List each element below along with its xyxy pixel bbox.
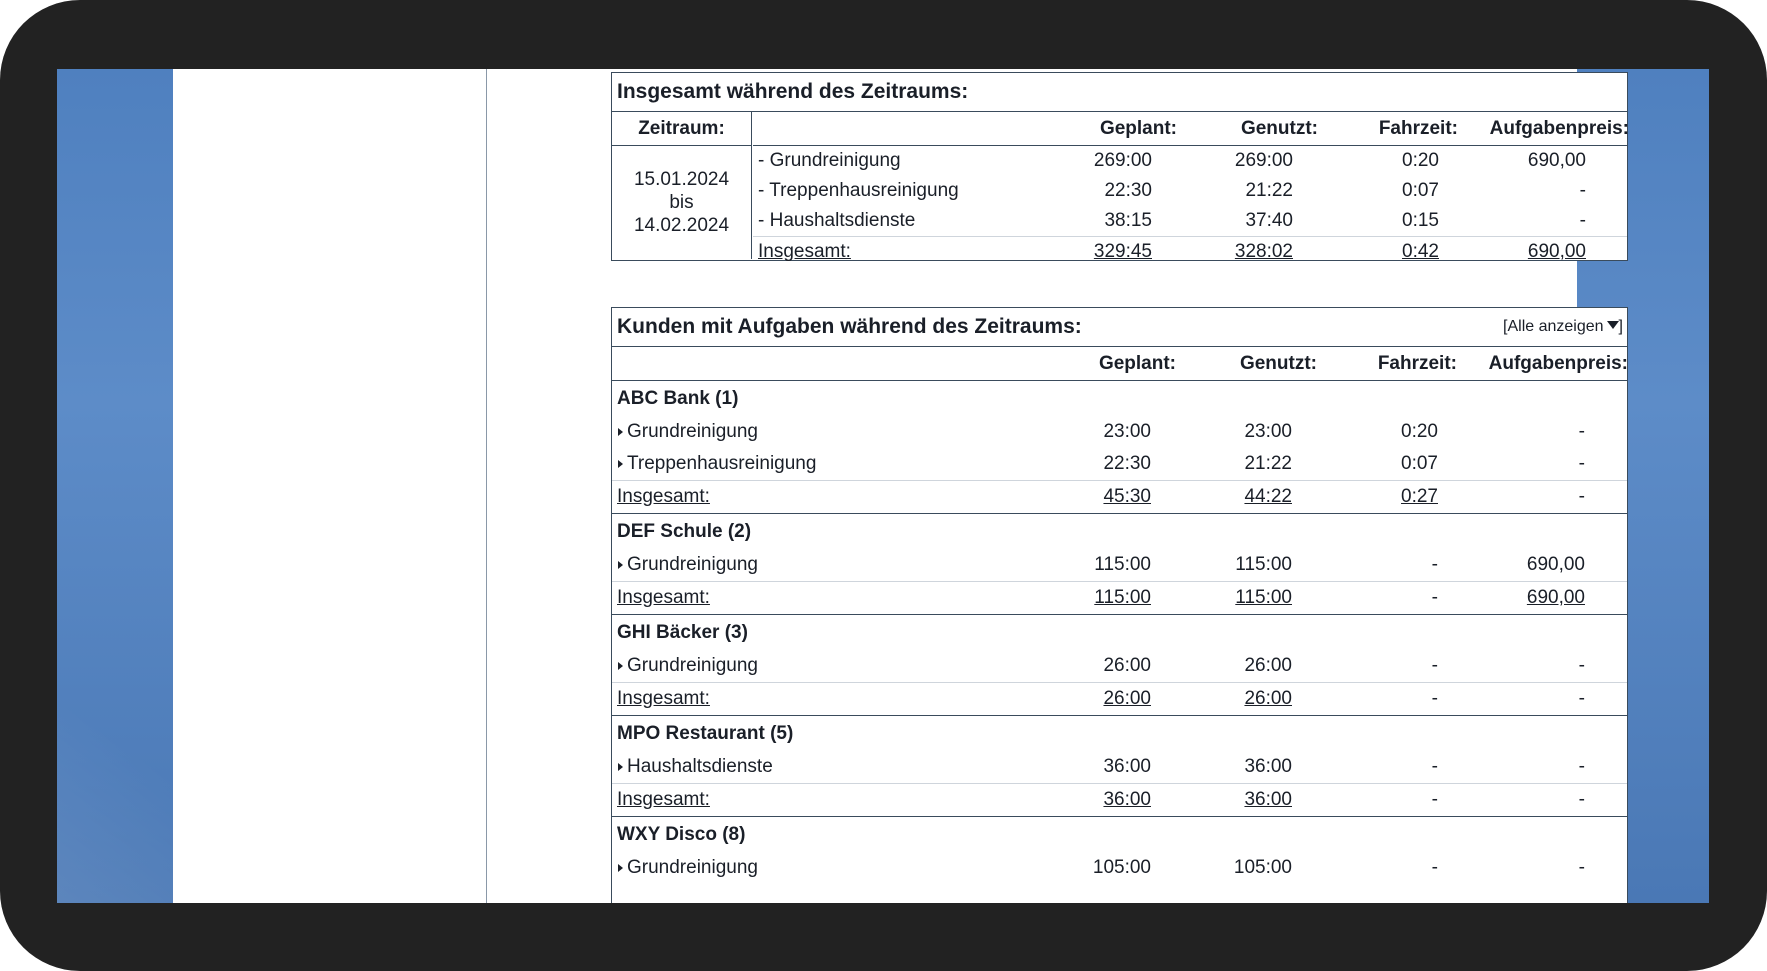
customer-total-row (612, 682, 1627, 715)
total-fahrzeit-value: - (1431, 688, 1438, 709)
task-genutzt-value: 115:00 (1235, 554, 1292, 575)
total-genutzt-value[interactable]: 36:00 (1244, 789, 1292, 810)
customer-name: GHI Bäcker (3) (617, 622, 748, 643)
summary-data (753, 112, 1627, 267)
customer-total-row (612, 783, 1627, 816)
summary-genutzt-value: 37:40 (1245, 210, 1293, 231)
desktop-background (57, 69, 1709, 903)
task-expander[interactable] (618, 751, 773, 783)
customer-block (612, 614, 1627, 715)
total-geplant-value[interactable]: 45:30 (1103, 486, 1151, 507)
total-genutzt-value[interactable]: 115:00 (1235, 587, 1292, 608)
task-name: Haushaltsdienste (627, 756, 773, 777)
customer-name: MPO Restaurant (5) (617, 723, 794, 744)
task-geplant-value: 22:30 (1103, 453, 1151, 474)
total-fahrzeit-value[interactable]: 0:27 (1401, 486, 1438, 507)
customers-header-row (612, 347, 1627, 381)
summary-preis-value: - (1579, 180, 1586, 201)
task-name: Grundreinigung (627, 857, 758, 878)
task-preis-value: - (1578, 421, 1585, 442)
show-all-label: [Alle anzeigen (1503, 318, 1604, 335)
customer-task-row[interactable] (612, 416, 1627, 448)
customer-block (612, 513, 1627, 614)
customer-total-label[interactable]: Insgesamt: (617, 587, 710, 608)
summary-total-row (753, 236, 1627, 267)
cust-header-fahrzeit: Fahrzeit: (1377, 352, 1457, 374)
total-fahrzeit-value: - (1431, 587, 1438, 608)
customer-list (612, 381, 1627, 884)
total-fahrzeit-value: - (1431, 789, 1438, 810)
total-genutzt-value[interactable]: 26:00 (1244, 688, 1292, 709)
summary-rows (753, 146, 1627, 267)
task-genutzt-value: 105:00 (1233, 857, 1292, 878)
total-genutzt-value[interactable]: 44:22 (1244, 486, 1292, 507)
summary-row (753, 206, 1627, 236)
summary-genutzt-value: 21:22 (1245, 180, 1293, 201)
summary-geplant-value[interactable]: 329:45 (1093, 241, 1152, 262)
summary-header-row (753, 112, 1627, 146)
summary-row (753, 176, 1627, 206)
summary-total-label[interactable]: Insgesamt: (758, 241, 851, 262)
customers-panel (611, 307, 1628, 903)
task-name: Treppenhausreinigung (627, 453, 817, 474)
summary-service-name: - Treppenhausreinigung (758, 180, 959, 201)
task-expander[interactable] (618, 549, 758, 581)
customer-total-row (612, 581, 1627, 614)
customer-name: ABC Bank (1) (617, 388, 739, 409)
summary-fahrzeit-value: 0:15 (1402, 210, 1439, 231)
task-fahrzeit-value: 0:20 (1401, 421, 1438, 442)
summary-fahrzeit-value[interactable]: 0:42 (1402, 241, 1439, 262)
task-fahrzeit-value: - (1431, 756, 1438, 777)
period-sep: bis (669, 192, 694, 213)
header-preis: Aufgabenpreis: (1489, 117, 1629, 139)
total-geplant-value[interactable]: 26:00 (1103, 688, 1151, 709)
task-genutzt-value: 21:22 (1244, 453, 1292, 474)
task-fahrzeit-value: - (1431, 655, 1438, 676)
task-expander[interactable] (618, 852, 758, 884)
customer-task-row[interactable] (612, 751, 1627, 783)
summary-title: Insgesamt während des Zeitraums: (612, 73, 1627, 112)
task-preis-value: - (1578, 857, 1585, 878)
total-preis-value: - (1578, 688, 1585, 709)
cust-header-preis: Aufgabenpreis: (1488, 352, 1628, 374)
customer-name: WXY Disco (8) (617, 824, 746, 845)
period-header: Zeitraum: (612, 112, 751, 146)
summary-preis-value[interactable]: 690,00 (1527, 241, 1586, 262)
task-geplant-value: 23:00 (1103, 421, 1151, 442)
task-preis-value: 690,00 (1526, 554, 1585, 575)
total-geplant-value[interactable]: 36:00 (1103, 789, 1151, 810)
header-genutzt: Genutzt: (1240, 117, 1318, 139)
customers-title-text: Kunden mit Aufgaben während des Zeitraums: (617, 315, 1082, 338)
task-preis-value: - (1578, 655, 1585, 676)
cust-header-genutzt: Genutzt: (1239, 352, 1317, 374)
task-geplant-value: 26:00 (1103, 655, 1151, 676)
customer-total-label[interactable]: Insgesamt: (617, 688, 710, 709)
summary-service-name: - Haushaltsdienste (758, 210, 916, 231)
period-column (612, 112, 752, 259)
summary-fahrzeit-value: 0:07 (1402, 180, 1439, 201)
task-expander[interactable] (618, 448, 816, 480)
task-name: Grundreinigung (627, 421, 758, 442)
summary-geplant-value: 38:15 (1104, 210, 1152, 231)
task-geplant-value: 105:00 (1092, 857, 1151, 878)
summary-row (753, 146, 1627, 176)
customer-total-label[interactable]: Insgesamt: (617, 486, 710, 507)
task-expander[interactable] (618, 650, 758, 682)
cust-header-geplant: Geplant: (1098, 352, 1176, 374)
summary-genutzt-value[interactable]: 328:02 (1234, 241, 1293, 262)
summary-genutzt-value: 269:00 (1234, 150, 1293, 171)
customer-task-row[interactable] (612, 549, 1627, 581)
task-genutzt-value: 26:00 (1244, 655, 1292, 676)
summary-fahrzeit-value: 0:20 (1402, 150, 1439, 171)
header-geplant: Geplant: (1099, 117, 1177, 139)
task-name: Grundreinigung (627, 655, 758, 676)
task-fahrzeit-value: 0:07 (1401, 453, 1438, 474)
customer-task-row[interactable] (612, 650, 1627, 682)
summary-preis-value: - (1579, 210, 1586, 231)
summary-panel (611, 72, 1628, 261)
customer-task-row[interactable] (612, 852, 1627, 884)
caret-right-icon (618, 460, 623, 468)
show-all-toggle[interactable] (1503, 308, 1623, 346)
total-geplant-value[interactable]: 115:00 (1094, 587, 1151, 608)
customer-block (612, 715, 1627, 816)
summary-table (612, 112, 1629, 262)
period-to: 14.02.2024 (633, 215, 730, 236)
task-fahrzeit-value: - (1431, 857, 1438, 878)
customers-title (612, 308, 1627, 347)
task-geplant-value: 36:00 (1103, 756, 1151, 777)
customer-block (612, 816, 1627, 884)
summary-geplant-value: 22:30 (1104, 180, 1152, 201)
customer-total-row (612, 480, 1627, 513)
task-expander[interactable] (618, 416, 758, 448)
summary-geplant-value: 269:00 (1093, 150, 1152, 171)
caret-right-icon (618, 561, 623, 569)
summary-preis-value: 690,00 (1527, 150, 1586, 171)
show-all-label-end: ] (1618, 318, 1623, 335)
caret-right-icon (618, 428, 623, 436)
task-genutzt-value: 23:00 (1244, 421, 1292, 442)
caret-right-icon (618, 864, 623, 872)
task-preis-value: - (1578, 453, 1585, 474)
customer-total-label[interactable]: Insgesamt: (617, 789, 710, 810)
task-geplant-value: 115:00 (1094, 554, 1151, 575)
caret-down-icon (1607, 321, 1619, 329)
caret-right-icon (618, 763, 623, 771)
report-page (173, 69, 1629, 903)
period-range (612, 146, 751, 259)
customer-block (612, 381, 1627, 513)
task-name: Grundreinigung (627, 554, 758, 575)
header-fahrzeit: Fahrzeit: (1378, 117, 1458, 139)
caret-right-icon (618, 662, 623, 670)
left-column-divider (486, 69, 487, 903)
customer-name: DEF Schule (2) (617, 521, 752, 542)
total-preis-value: - (1578, 789, 1585, 810)
total-preis-value[interactable]: 690,00 (1526, 587, 1585, 608)
summary-service-name: - Grundreinigung (758, 150, 901, 171)
task-genutzt-value: 36:00 (1244, 756, 1292, 777)
task-fahrzeit-value: - (1431, 554, 1438, 575)
period-from: 15.01.2024 (633, 169, 730, 190)
customer-task-row[interactable] (612, 448, 1627, 480)
total-preis-value: - (1578, 486, 1585, 507)
task-preis-value: - (1578, 756, 1585, 777)
